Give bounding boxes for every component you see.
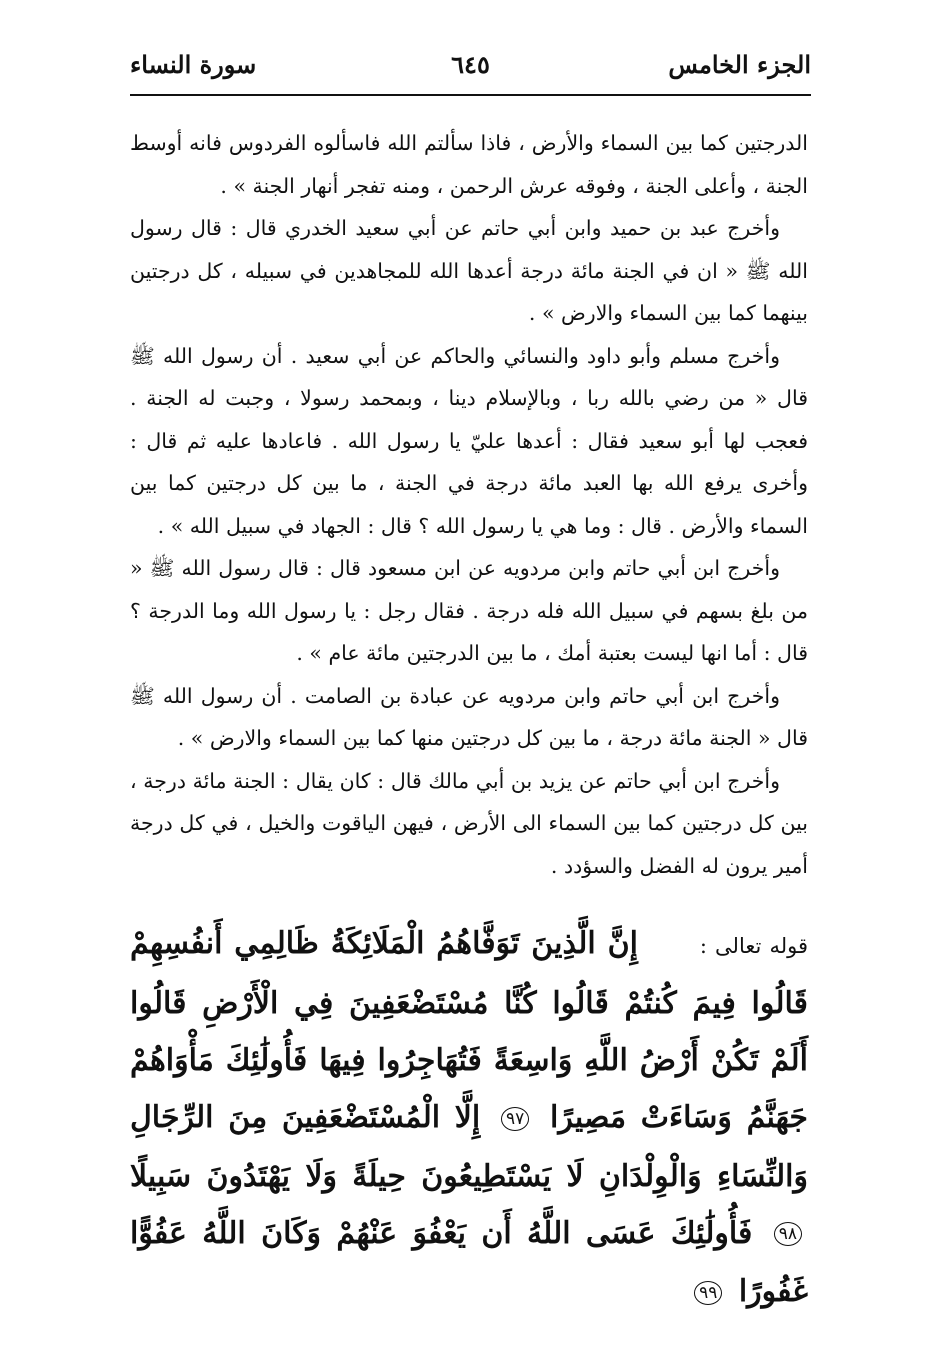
paragraph: وأخرج ابن أبي حاتم وابن مردويه عن ابن مسعود قال : قال رسول الله ﷺ « من بلغ بسهم في سبيل الله فله درجة . فقال رجل : يا رسول الله وما الدرجة ؟ قال : أما انها ليست بعتبة أمك ، ما بين الدرجتين مائة عام » . [130, 556, 808, 665]
paragraph: وأخرج عبد بن حميد وابن أبي حاتم عن أبي سعيد الخدري قال : قال رسول الله ﷺ « ان في الجنة مائة درجة أعدها الله للمجاهدين في سبيله ، كل درجتين بينهما كما بين السماء والارض » . [130, 216, 808, 325]
paragraph: وأخرج ابن أبي حاتم وابن مردويه عن عبادة بن الصامت . أن رسول الله ﷺ قال « الجنة مائة درجة ، ما بين كل درجتين منها كما بين السماء والارض » . [130, 683, 808, 750]
quran-verses [130, 915, 808, 1322]
juz-title: الجزء الخامس [668, 49, 811, 79]
paragraph: وأخرج ابن أبي حاتم عن يزيد بن أبي مالك قال : كان يقال : الجنة مائة درجة ، بين كل درجتين كما بين السماء الى الأرض ، فيهن الياقوت والخيل ، في كل درجة أمير يرون له الفضل والسؤدد . [130, 768, 808, 878]
ayah-number: ٩٩ [694, 1281, 722, 1305]
verse-text: فَأُولَٰئِكَ عَسَى اللَّهُ أَن يَعْفُوَ عَنْهُمْ وَكَانَ اللَّهُ عَفُوًّا غَفُورًا [130, 1215, 808, 1309]
paragraph: الدرجتين كما بين السماء والأرض ، فاذا سألتم الله فاسألوه الفردوس فانه أوسط الجنة ، وأعلى الجنة ، وفوقه عرش الرحمن ، ومنه تفجر أنهار الجنة » . [130, 131, 808, 198]
ayah-number: ٩٧ [501, 1107, 529, 1131]
page-number: ٦٤٥ [451, 49, 490, 79]
commentary-text [130, 122, 808, 887]
surah-title: سورة النساء [130, 49, 257, 79]
verse-text: إِنَّ الَّذِينَ تَوَفَّاهُمُ الْمَلَائِكَةُ ظَالِمِي أَنفُسِهِمْ قَالُوا فِيمَ كُنتُمْ قَالُوا كُنَّا مُسْتَضْعَفِينَ فِي الْأَرْضِ قَالُوا أَلَمْ تَكُنْ أَرْضُ اللَّهِ وَاسِعَةً فَتُهَاجِرُوا فِيهَا فَأُولَٰئِكَ مَأْوَاهُمْ جَهَنَّمُ وَسَاءَتْ مَصِيرًا [130, 926, 808, 1135]
paragraph: وأخرج مسلم وأبو داود والنسائي والحاكم عن أبي سعيد . أن رسول الله ﷺ قال « من رضي بالله ربا ، وبالإسلام دينا ، وبمحمد رسولا ، وجبت له الجنة . فعجب لها أبو سعيد فقال : أعدها عليّ يا رسول الله . فاعادها عليه ثم قال : وأخرى يرفع الله بها العبد مائة درجة في الجنة ، ما بين كل درجتين كما بين السماء والأرض . قال : وما هي يا رسول الله ؟ قال : الجهاد في سبيل الله » . [130, 343, 808, 538]
header-divider [130, 94, 811, 96]
ayah-number: ٩٨ [774, 1222, 802, 1246]
verse-text: إِلَّا الْمُسْتَضْعَفِينَ مِنَ الرِّجَالِ وَالنِّسَاءِ وَالْوِلْدَانِ لَا يَسْتَطِيعُونَ حِيلَةً وَلَا يَهْتَدُونَ سَبِيلًا [130, 1100, 808, 1194]
verse-intro: قوله تعالى : [699, 934, 808, 958]
page-header [130, 44, 811, 84]
